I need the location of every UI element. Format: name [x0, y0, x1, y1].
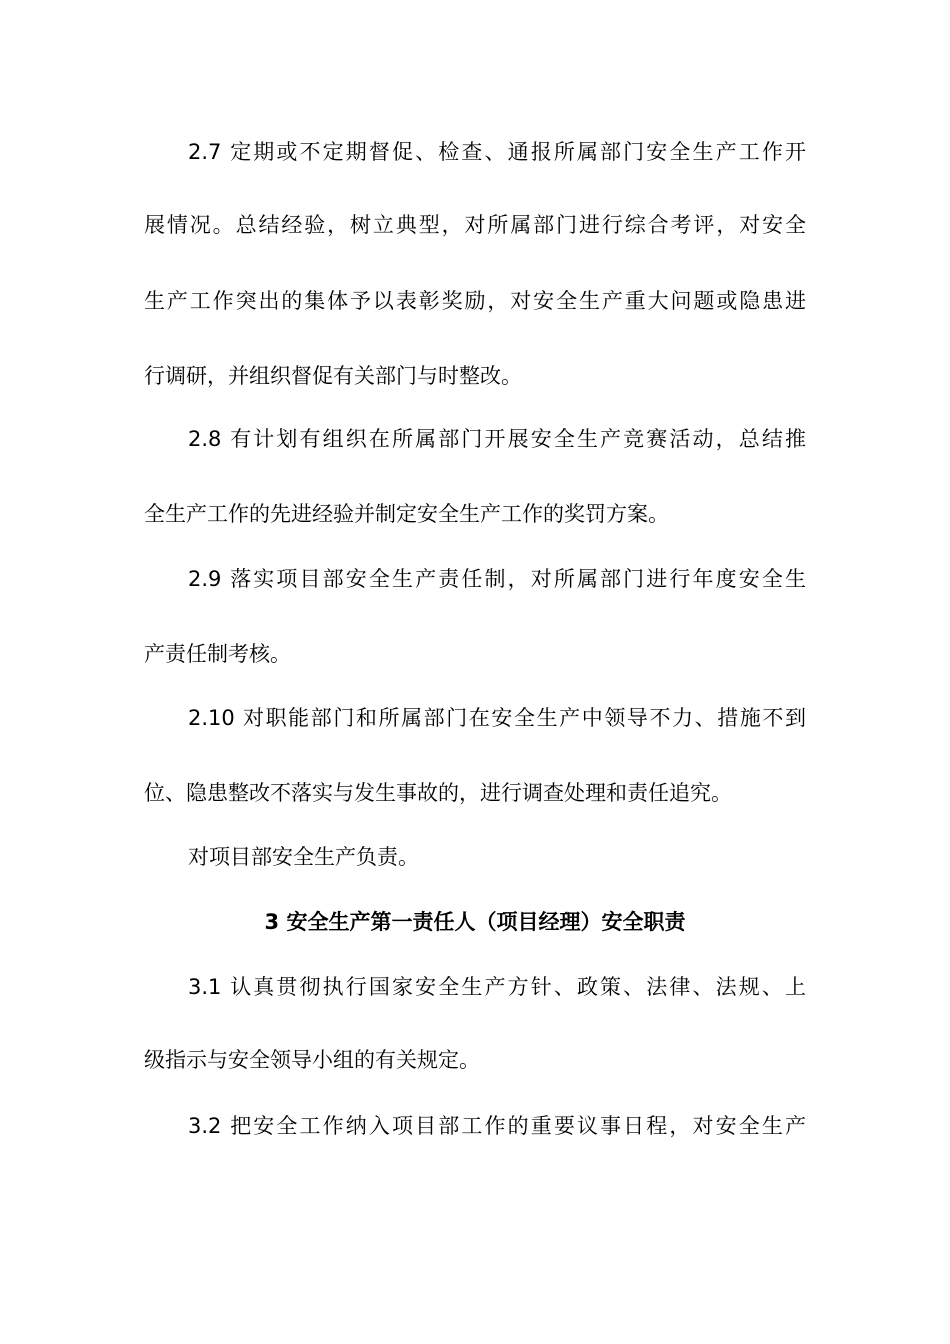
paragraph-line: 产责任制考核。 [144, 642, 291, 666]
paragraph-line: 3.2 把安全工作纳入项目部工作的重要议事日程，对安全生产 [188, 1114, 806, 1138]
paragraph-line: 2.9 落实项目部安全生产责任制，对所属部门进行年度安全生 [188, 567, 806, 591]
paragraph-line: 行调研，并组织督促有关部门与时整改。 [144, 364, 522, 388]
paragraph-line: 2.10 对职能部门和所属部门在安全生产中领导不力、措施不到 [188, 706, 806, 730]
paragraph-line: 对项目部安全生产负责。 [188, 845, 419, 869]
section-heading: 3 安全生产第一责任人（项目经理）安全职责 [264, 910, 686, 934]
paragraph-line: 3.1 认真贯彻执行国家安全生产方针、政策、法律、法规、上 [188, 975, 806, 999]
paragraph-line: 展情况。总结经验，树立典型，对所属部门进行综合考评，对安全 [144, 213, 806, 237]
paragraph-line: 生产工作突出的集体予以表彰奖励，对安全生产重大问题或隐患进 [144, 289, 806, 313]
paragraph-line: 全生产工作的先进经验并制定安全生产工作的奖罚方案。 [144, 502, 669, 526]
paragraph-line: 2.8 有计划有组织在所属部门开展安全生产竞赛活动，总结推 [188, 427, 806, 451]
paragraph-line: 位、隐患整改不落实与发生事故的，进行调查处理和责任追究。 [144, 781, 732, 805]
paragraph-line: 级指示与安全领导小组的有关规定。 [144, 1048, 480, 1072]
paragraph-line: 2.7 定期或不定期督促、检查、通报所属部门安全生产工作开 [188, 140, 806, 164]
